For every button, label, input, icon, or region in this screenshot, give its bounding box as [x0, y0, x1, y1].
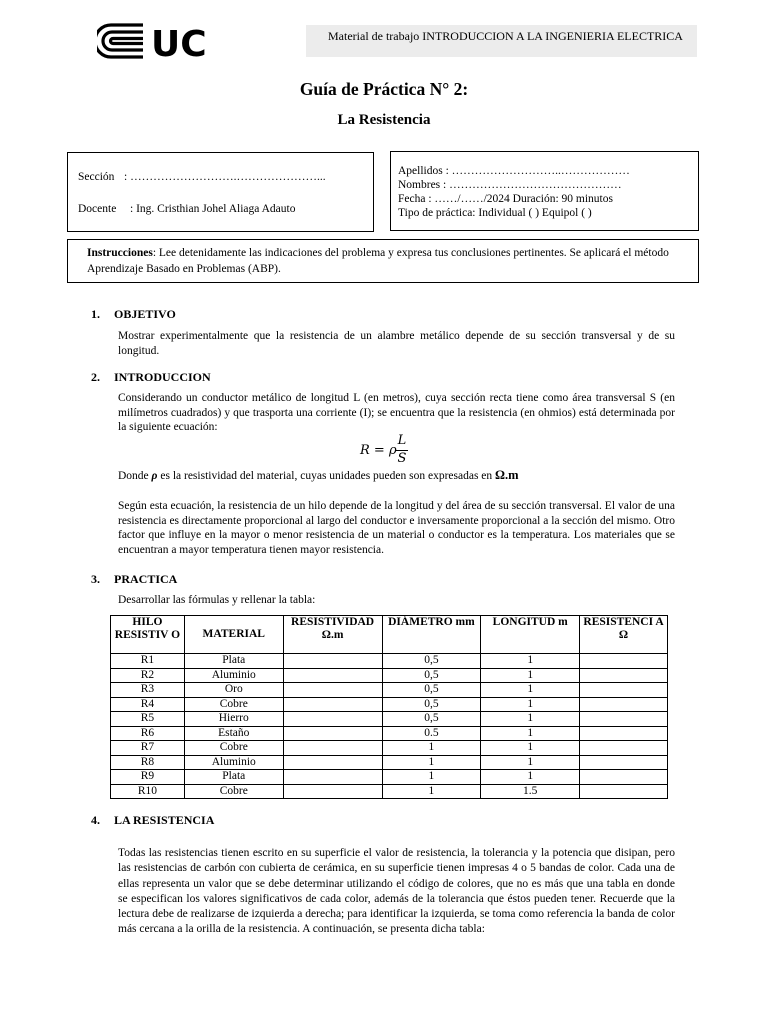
cell-longitud: 1	[481, 755, 580, 770]
cell-hilo: R10	[111, 784, 185, 799]
table-row	[111, 654, 668, 669]
formula-lhs: R = ρ	[360, 443, 397, 458]
section-2-text: Considerando un conductor metálico de longitud L (en metros), cuya sección recta tiene como área transversal S (en milímetros cuadrados) y que trasporta una corriente (I); se encuentra que la resistencia (en ohmios) está determinada por la siguiente ecuación:	[118, 392, 675, 433]
cell-resistencia[interactable]	[580, 726, 668, 741]
cell-hilo: R7	[111, 741, 185, 756]
section-3-number: 3.	[91, 572, 100, 586]
table-row	[111, 668, 668, 683]
section-1-title: OBJETIVO	[114, 307, 176, 321]
cell-material: Cobre	[184, 697, 283, 712]
cell-longitud: 1	[481, 741, 580, 756]
cell-resistividad[interactable]	[283, 784, 382, 799]
cell-resistividad[interactable]	[283, 755, 382, 770]
cell-longitud: 1	[481, 668, 580, 683]
cell-resistencia[interactable]	[580, 683, 668, 698]
section-3-text: Desarrollar las fórmulas y rellenar la tabla:	[118, 594, 316, 606]
header-resistividad: RESISTIVIDAD Ω.m	[283, 616, 382, 654]
formula-numerator: L	[397, 433, 407, 448]
section-3-title: PRACTICA	[114, 572, 178, 586]
svg-text:UC: UC	[151, 24, 207, 60]
section-2-title: INTRODUCCION	[114, 370, 211, 384]
cell-resistividad[interactable]	[283, 726, 382, 741]
uc-logo	[97, 22, 217, 60]
instructions-label: Instrucciones	[87, 247, 153, 259]
cell-resistencia[interactable]	[580, 770, 668, 785]
cell-material: Aluminio	[184, 755, 283, 770]
cell-resistividad[interactable]	[283, 697, 382, 712]
table-row	[111, 784, 668, 799]
cell-diametro: 0,5	[382, 683, 481, 698]
cell-longitud: 1	[481, 697, 580, 712]
cell-material: Plata	[184, 654, 283, 669]
cell-diametro: 0,5	[382, 668, 481, 683]
cell-hilo: R3	[111, 683, 185, 698]
cell-resistencia[interactable]	[580, 784, 668, 799]
table-row	[111, 770, 668, 785]
header-material: MATERIAL	[184, 616, 283, 654]
cell-material: Estaño	[184, 726, 283, 741]
table-row	[111, 726, 668, 741]
cell-resistividad[interactable]	[283, 668, 382, 683]
header-resistencia: RESISTENCI A Ω	[580, 616, 668, 654]
section-1-text: Mostrar experimentalmente que la resistencia de un alambre metálico depende de su sección transversal y de su longitud.	[118, 330, 675, 357]
cell-resistencia[interactable]	[580, 697, 668, 712]
cell-longitud: 1	[481, 654, 580, 669]
cell-longitud: 1	[481, 683, 580, 698]
docente-value: : Ing. Cristhian Johel Aliaga Adauto	[130, 203, 296, 215]
cell-longitud: 1	[481, 726, 580, 741]
tipo-practica-field[interactable]: Tipo de práctica: Individual ( ) Equipol ( )	[398, 207, 592, 219]
cell-diametro: 1	[382, 741, 481, 756]
seccion-field[interactable]: : ……………………….…………………...	[124, 171, 326, 183]
cell-diametro: 0,5	[382, 712, 481, 727]
resistivity-definition: Donde ρ es la resistividad del material, cuyas unidades pueden son expresadas en Ω.m	[118, 468, 519, 482]
cell-resistividad[interactable]	[283, 741, 382, 756]
cell-hilo: R1	[111, 654, 185, 669]
header-diametro: DIÁMETRO mm	[382, 616, 481, 654]
cell-material: Cobre	[184, 741, 283, 756]
cell-resistividad[interactable]	[283, 770, 382, 785]
instructions-text: : Lee detenidamente las indicaciones del problema y expresa tus conclusiones pertinentes. Se aplicará el método Aprendizaje Basado en Problemas (ABP).	[87, 247, 669, 275]
header-hilo: HILO RESISTIV O	[111, 616, 185, 654]
section-2-number: 2.	[91, 370, 100, 384]
apellidos-field[interactable]: Apellidos : ………………………..………………	[398, 165, 630, 177]
resistance-formula	[360, 433, 420, 471]
cell-material: Cobre	[184, 784, 283, 799]
table-row	[111, 712, 668, 727]
header-longitud: LONGITUD m	[481, 616, 580, 654]
seccion-label: Sección	[78, 171, 115, 183]
section-4-number: 4.	[91, 813, 100, 827]
section-2-text-2: Según esta ecuación, la resistencia de un hilo depende de la longitud y del área de su sección transversal. El valor de una resistencia es directamente proporcional al largo del conductor e inversamente proporcional a la sección del mismo. Otro factor que influye en la mayor o menor resistencia de un material o conductor es la temperatura. Los materiales que se encuentran a mayor temperatura tienen mayor resistencia.	[118, 500, 675, 556]
section-teacher-box	[67, 152, 374, 232]
cell-diametro: 1	[382, 784, 481, 799]
cell-diametro: 0.5	[382, 726, 481, 741]
section-4-text: Todas las resistencias tienen escrito en su superficie el valor de resistencia, la tolerancia y la potencia que disipan, pero las resistencias de carbón con cubierta de cerámica, en su superficie tienen impresas 4 o 5 bandas de color. Cada una de ellas representa un valor que se debe determinar utilizando el código de colores, que no es más que una tabla en donde se especifican los valores significativos de cada color, además de la tolerancia que éstos pueden tener. Recuerde que la lectura debe de realizarse de izquierda a derecha; para identificar la izquierda, se toma como referencia la banda de color más cercana a la orilla de la resistencia. A continuación, se presenta dicha tabla:	[118, 847, 675, 936]
cell-resistencia[interactable]	[580, 741, 668, 756]
resistivity-table	[110, 615, 668, 799]
section-1-number: 1.	[91, 307, 100, 321]
cell-diametro: 0,5	[382, 654, 481, 669]
student-info-box	[390, 151, 699, 231]
instructions-box	[67, 239, 699, 283]
cell-hilo: R5	[111, 712, 185, 727]
cell-resistividad[interactable]	[283, 654, 382, 669]
formula-denominator: S	[397, 451, 407, 466]
docente-label: Docente	[78, 203, 117, 215]
cell-resistividad[interactable]	[283, 683, 382, 698]
cell-longitud: 1	[481, 770, 580, 785]
material-header: Material de trabajo INTRODUCCION A LA INGENIERIA ELECTRICA	[306, 25, 697, 57]
cell-diametro: 0,5	[382, 697, 481, 712]
cell-material: Plata	[184, 770, 283, 785]
cell-resistividad[interactable]	[283, 712, 382, 727]
cell-material: Oro	[184, 683, 283, 698]
cell-resistencia[interactable]	[580, 654, 668, 669]
page-title: Guía de Práctica N° 2:	[299, 79, 469, 99]
table-header-row	[111, 616, 668, 654]
cell-longitud: 1.5	[481, 784, 580, 799]
cell-hilo: R6	[111, 726, 185, 741]
table-row	[111, 741, 668, 756]
cell-resistencia[interactable]	[580, 755, 668, 770]
cell-material: Aluminio	[184, 668, 283, 683]
section-4-title: LA RESISTENCIA	[114, 813, 215, 827]
table-row	[111, 755, 668, 770]
cell-material: Hierro	[184, 712, 283, 727]
cell-resistencia[interactable]	[580, 668, 668, 683]
cell-hilo: R4	[111, 697, 185, 712]
cell-diametro: 1	[382, 755, 481, 770]
table-row	[111, 683, 668, 698]
page-subtitle: La Resistencia	[337, 112, 431, 128]
cell-longitud: 1	[481, 712, 580, 727]
table-row	[111, 697, 668, 712]
cell-hilo: R8	[111, 755, 185, 770]
cell-resistencia[interactable]	[580, 712, 668, 727]
cell-hilo: R2	[111, 668, 185, 683]
cell-diametro: 1	[382, 770, 481, 785]
fecha-field[interactable]: Fecha : ……/……/2024 Duración: 90 minutos	[398, 193, 613, 205]
nombres-field[interactable]: Nombres : ………………………………………	[398, 179, 622, 191]
cell-hilo: R9	[111, 770, 185, 785]
